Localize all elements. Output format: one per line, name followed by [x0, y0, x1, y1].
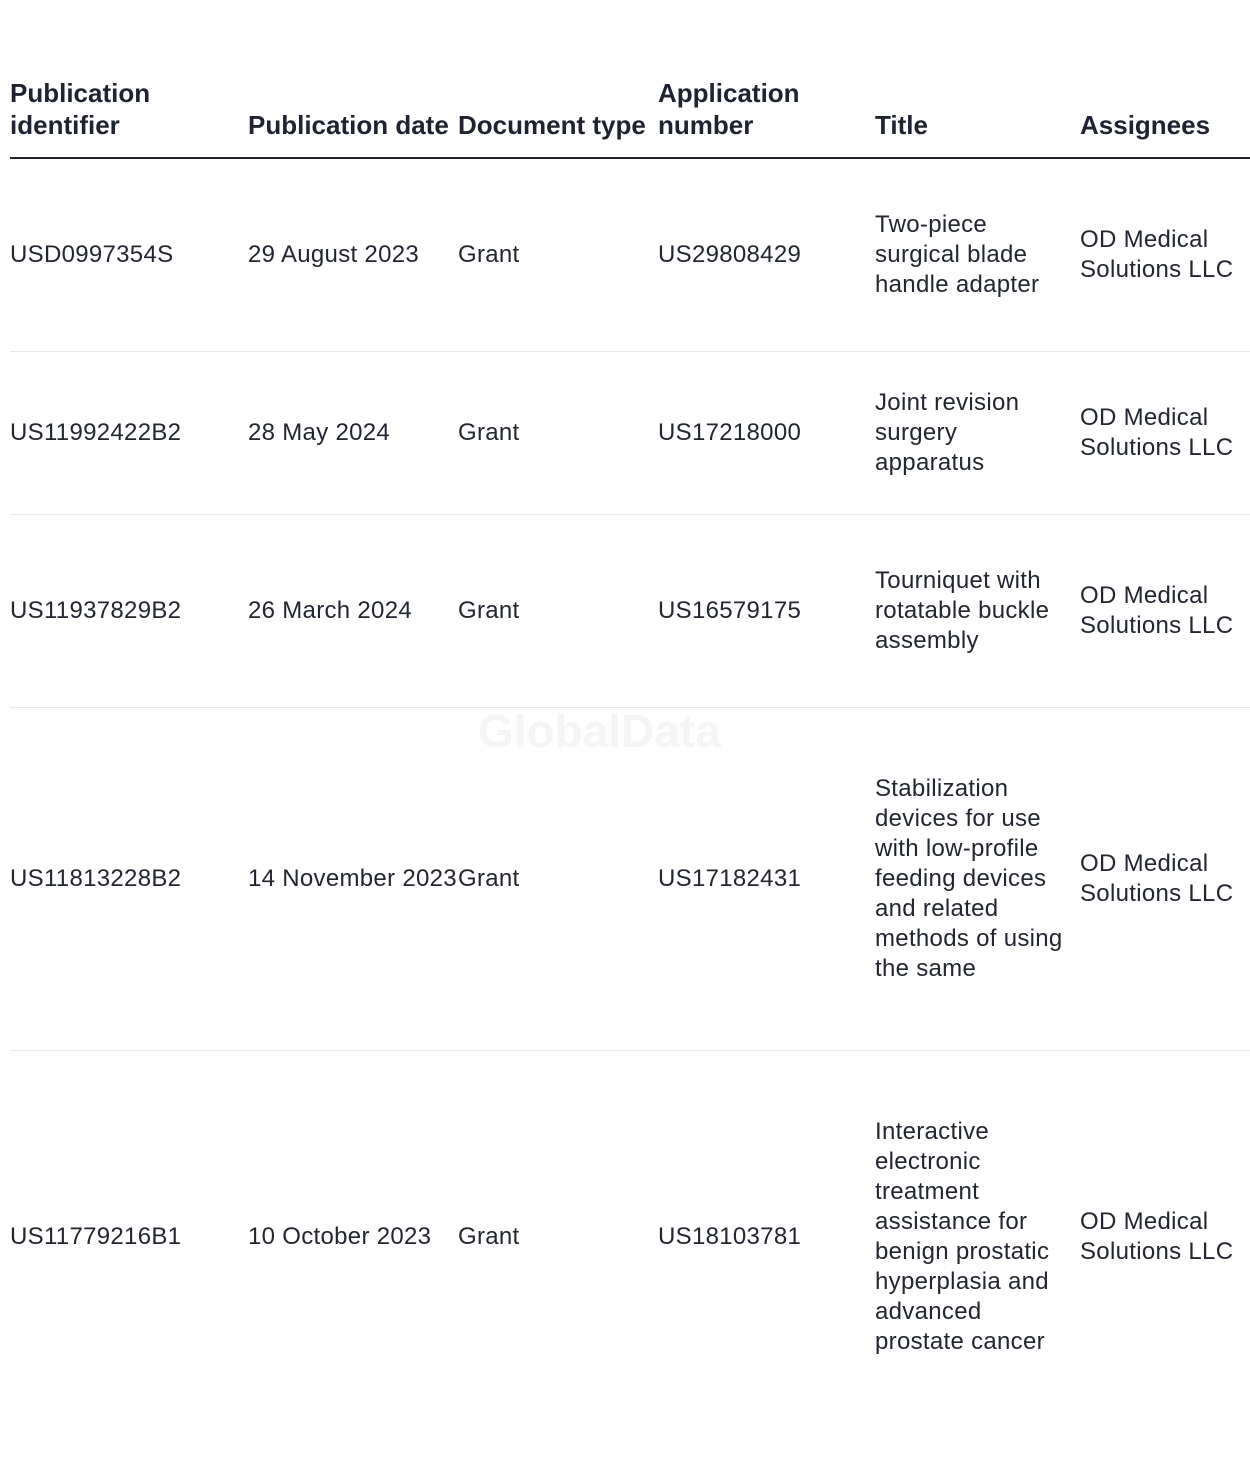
cell-title: Interactive electronic treatment assistance for benign prostatic hyperplasia and advanced prostate cancer [875, 1118, 1050, 1355]
cell-application-number: US17218000 [658, 352, 875, 515]
cell-assignees: OD Medical Solutions LLC [1080, 352, 1250, 515]
cell-title: Tourniquet with rotatable buckle assembly [875, 515, 1080, 708]
cell-title: Stabilization devices for use with low-profile feeding devices and related methods of using the same [875, 708, 1080, 1051]
cell-document-type: Grant [458, 352, 658, 515]
header-publication-identifier: Publication identifier [10, 0, 248, 158]
cell-title: Joint revision surgery apparatus [875, 352, 1080, 515]
cell-publication-date: 26 March 2024 [248, 515, 458, 708]
cell-assignees: OD Medical Solutions LLC [1080, 158, 1250, 352]
table-row [10, 158, 1250, 352]
header-title: Title [875, 0, 1080, 158]
table-header-row [10, 0, 1250, 158]
cell-document-type: Grant [458, 1223, 520, 1250]
cell-publication-date: 28 May 2024 [248, 352, 458, 515]
cell-publication-date: 29 August 2023 [248, 158, 458, 352]
table-row [10, 1051, 1250, 1424]
cell-publication-date: 14 November 2023 [248, 708, 458, 1051]
table-row [10, 352, 1250, 515]
cell-publication-date: 10 October 2023 [248, 1223, 432, 1250]
cell-publication-identifier: US11937829B2 [10, 515, 248, 708]
cell-document-type: Grant [458, 515, 658, 708]
patents-table [10, 0, 1250, 1423]
cell-document-type: Grant [458, 708, 658, 1051]
watermark-logo: GlobalData [478, 705, 721, 757]
cell-assignees: OD Medical Solutions LLC [1080, 515, 1250, 708]
header-publication-date: Publication date [248, 0, 458, 158]
cell-publication-identifier: USD0997354S [10, 158, 248, 352]
cell-assignees: OD Medical Solutions LLC [1080, 708, 1250, 1051]
cell-publication-identifier: US11779216B1 [10, 1223, 182, 1250]
header-document-type: Document type [458, 0, 658, 158]
table-row [10, 515, 1250, 708]
cell-application-number: US16579175 [658, 515, 875, 708]
cell-assignees: OD Medical Solutions LLC [1080, 1208, 1234, 1265]
cell-document-type: Grant [458, 158, 658, 352]
cell-application-number: US17182431 [658, 708, 875, 1051]
header-assignees: Assignees [1080, 0, 1250, 158]
cell-title: Two-piece surgical blade handle adapter [875, 158, 1080, 352]
cell-publication-identifier: US11992422B2 [10, 352, 248, 515]
cell-application-number: US18103781 [658, 1223, 802, 1250]
patents-table-container [10, 0, 1234, 1423]
table-row [10, 708, 1250, 1051]
cell-publication-identifier: US11813228B2 [10, 708, 248, 1051]
header-application-number: Application number [658, 0, 875, 158]
cell-application-number: US29808429 [658, 158, 875, 352]
